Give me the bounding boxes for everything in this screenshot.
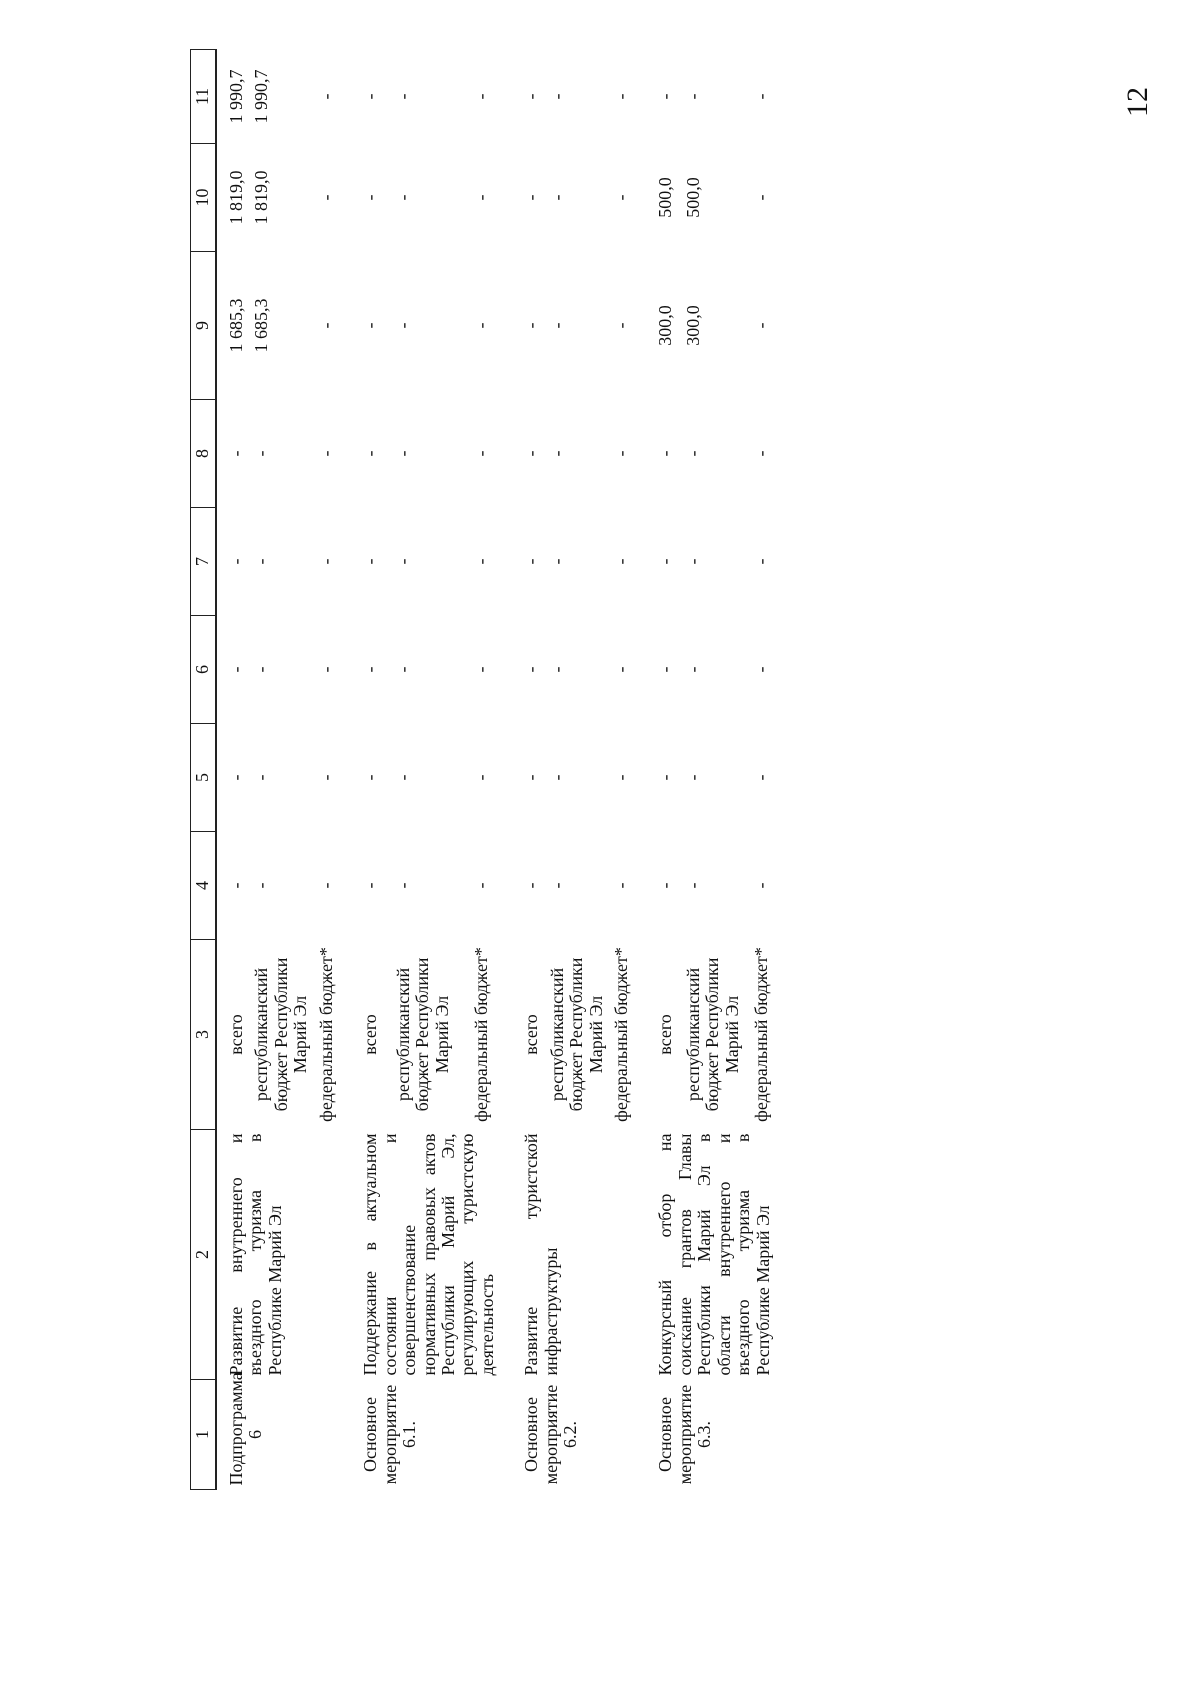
value-col-9: 1 685,3 bbox=[226, 298, 246, 353]
value-col-5: - bbox=[251, 774, 272, 781]
value-col-11: - bbox=[392, 93, 413, 100]
value-col-10: - bbox=[360, 194, 381, 201]
value-col-10: 500,0 bbox=[682, 177, 703, 218]
value-col-11: - bbox=[360, 93, 381, 100]
value-col-7: - bbox=[611, 558, 631, 565]
value-col-11: - bbox=[751, 93, 772, 100]
value-col-7: - bbox=[521, 558, 542, 565]
value-col-4: - bbox=[546, 882, 567, 889]
value-col-4: - bbox=[360, 882, 381, 889]
funding-source: республиканский бюджет Республики Марий Эл bbox=[392, 957, 452, 1112]
value-col-9: - bbox=[315, 322, 336, 329]
value-col-4: - bbox=[315, 882, 336, 889]
value-col-8: - bbox=[521, 450, 542, 457]
value-col-9: - bbox=[521, 322, 542, 329]
value-col-4: - bbox=[251, 882, 272, 889]
value-col-6: - bbox=[226, 666, 246, 673]
column-number-8: 8 bbox=[191, 400, 217, 508]
value-col-6: - bbox=[655, 666, 676, 673]
column-number-9: 9 bbox=[191, 252, 217, 400]
value-col-5: - bbox=[611, 774, 631, 781]
value-col-6: - bbox=[360, 666, 381, 673]
value-col-10: - bbox=[611, 194, 631, 201]
block-spacer bbox=[634, 50, 646, 1490]
value-col-4: - bbox=[655, 882, 676, 889]
value-col-4: - bbox=[682, 882, 703, 889]
value-col-11: - bbox=[546, 93, 567, 100]
program-name: Поддержание в актуальном состоянии и совершенствование нормативных правовых актов Республики Марий Эл, регулирующих туристскую деятельность bbox=[360, 1133, 497, 1376]
value-col-8: - bbox=[226, 450, 246, 457]
column-number-row bbox=[191, 50, 217, 1490]
rotated-page-content bbox=[190, 0, 1190, 1490]
column-number-2: 2 bbox=[191, 1130, 217, 1380]
value-col-7: - bbox=[471, 558, 492, 565]
value-col-4: - bbox=[392, 882, 413, 889]
value-col-9: - bbox=[392, 322, 413, 329]
value-col-4: - bbox=[226, 882, 246, 889]
program-name: Развитие туристской инфраструктуры bbox=[521, 1133, 561, 1376]
value-col-10: - bbox=[521, 194, 542, 201]
funding-source: федеральный бюджет* bbox=[751, 947, 772, 1122]
budget-table bbox=[190, 49, 776, 1490]
column-number-11: 11 bbox=[191, 50, 217, 144]
value-col-10: - bbox=[315, 194, 336, 201]
value-col-11: - bbox=[471, 93, 492, 100]
value-col-10: - bbox=[471, 194, 492, 201]
value-col-6: - bbox=[251, 666, 272, 673]
value-col-11: - bbox=[655, 93, 676, 100]
column-number-5: 5 bbox=[191, 724, 217, 832]
value-col-5: - bbox=[521, 774, 542, 781]
column-number-7: 7 bbox=[191, 508, 217, 616]
value-col-8: - bbox=[682, 450, 703, 457]
program-code: Основное мероприятие 6.1. bbox=[360, 1384, 420, 1485]
value-col-6: - bbox=[521, 666, 542, 673]
value-col-7: - bbox=[655, 558, 676, 565]
funding-source: федеральный бюджет* bbox=[315, 947, 336, 1122]
table-row bbox=[351, 50, 391, 1490]
value-col-5: - bbox=[655, 774, 676, 781]
value-col-9: - bbox=[546, 322, 567, 329]
funding-source: республиканский бюджет Республики Марий Эл bbox=[546, 957, 606, 1112]
value-col-6: - bbox=[682, 666, 703, 673]
value-col-10: - bbox=[751, 194, 772, 201]
value-col-9: - bbox=[611, 322, 631, 329]
value-col-9: - bbox=[360, 322, 381, 329]
funding-source: республиканский бюджет Республики Марий Эл bbox=[682, 957, 742, 1112]
value-col-7: - bbox=[751, 558, 772, 565]
value-col-8: - bbox=[360, 450, 381, 457]
value-col-6: - bbox=[751, 666, 772, 673]
value-col-11: - bbox=[315, 93, 336, 100]
value-col-7: - bbox=[251, 558, 272, 565]
funding-source: всего bbox=[521, 1014, 542, 1055]
table-row bbox=[512, 50, 544, 1490]
column-number-1: 1 bbox=[191, 1380, 217, 1490]
value-col-8: - bbox=[546, 450, 567, 457]
value-col-8: - bbox=[392, 450, 413, 457]
program-name: Конкурсный отбор на соискание грантов Главы Республики Марий Эл в области внутреннего и въездного туризма в Республике Марий Эл bbox=[655, 1133, 773, 1376]
column-number-4: 4 bbox=[191, 832, 217, 940]
value-col-5: - bbox=[392, 774, 413, 781]
funding-source: республиканский бюджет Республики Марий Эл bbox=[251, 957, 311, 1112]
funding-source: всего bbox=[655, 1014, 676, 1055]
value-col-11: - bbox=[611, 93, 631, 100]
value-col-4: - bbox=[751, 882, 772, 889]
value-col-4: - bbox=[611, 882, 631, 889]
block-spacer bbox=[500, 50, 512, 1490]
table-row bbox=[216, 50, 249, 1490]
column-number-6: 6 bbox=[191, 616, 217, 724]
value-col-8: - bbox=[611, 450, 631, 457]
value-col-10: - bbox=[392, 194, 413, 201]
value-col-10: 1 819,0 bbox=[251, 170, 272, 225]
funding-source: всего bbox=[360, 1014, 381, 1055]
value-col-5: - bbox=[360, 774, 381, 781]
value-col-8: - bbox=[471, 450, 492, 457]
program-code: Основное мероприятие 6.3. bbox=[655, 1384, 715, 1485]
funding-source: федеральный бюджет* bbox=[471, 947, 492, 1122]
value-col-5: - bbox=[546, 774, 567, 781]
value-col-9: - bbox=[471, 322, 492, 329]
column-number-3: 3 bbox=[191, 940, 217, 1130]
program-code: Подпрограмма 6 bbox=[226, 1372, 266, 1486]
value-col-11: 1 990,7 bbox=[251, 69, 272, 124]
value-col-5: - bbox=[751, 774, 772, 781]
value-col-5: - bbox=[226, 774, 246, 781]
program-name: Развитие внутреннего и въездного туризма в Республике Марий Эл bbox=[226, 1133, 285, 1376]
value-col-7: - bbox=[546, 558, 567, 565]
value-col-6: - bbox=[611, 666, 631, 673]
value-col-7: - bbox=[315, 558, 336, 565]
value-col-9: 300,0 bbox=[682, 305, 703, 346]
value-col-11: - bbox=[682, 93, 703, 100]
value-col-6: - bbox=[315, 666, 336, 673]
funding-source: всего bbox=[226, 1014, 246, 1055]
value-col-4: - bbox=[471, 882, 492, 889]
value-col-11: - bbox=[521, 93, 542, 100]
value-col-6: - bbox=[471, 666, 492, 673]
value-col-10: - bbox=[546, 194, 567, 201]
value-col-8: - bbox=[751, 450, 772, 457]
funding-source: федеральный бюджет* bbox=[611, 947, 631, 1122]
value-col-8: - bbox=[655, 450, 676, 457]
value-col-7: - bbox=[226, 558, 246, 565]
page-number: 12 bbox=[1121, 87, 1154, 117]
table-body bbox=[216, 50, 776, 1490]
value-col-9: 300,0 bbox=[655, 305, 676, 346]
value-col-9: - bbox=[751, 322, 772, 329]
value-col-7: - bbox=[682, 558, 703, 565]
value-col-8: - bbox=[251, 450, 272, 457]
value-col-6: - bbox=[392, 666, 413, 673]
column-number-10: 10 bbox=[191, 144, 217, 252]
value-col-11: 1 990,7 bbox=[226, 69, 246, 124]
table-header bbox=[191, 50, 217, 1490]
value-col-5: - bbox=[315, 774, 336, 781]
value-col-5: - bbox=[682, 774, 703, 781]
value-col-9: 1 685,3 bbox=[251, 298, 272, 353]
value-col-10: 1 819,0 bbox=[226, 170, 246, 225]
value-col-4: - bbox=[521, 882, 542, 889]
value-col-7: - bbox=[392, 558, 413, 565]
program-code: Основное мероприятие 6.2. bbox=[521, 1384, 581, 1485]
table-row bbox=[646, 50, 680, 1490]
value-col-8: - bbox=[315, 450, 336, 457]
value-col-5: - bbox=[471, 774, 492, 781]
value-col-6: - bbox=[546, 666, 567, 673]
block-spacer bbox=[339, 50, 351, 1490]
value-col-10: 500,0 bbox=[655, 177, 676, 218]
value-col-7: - bbox=[360, 558, 381, 565]
